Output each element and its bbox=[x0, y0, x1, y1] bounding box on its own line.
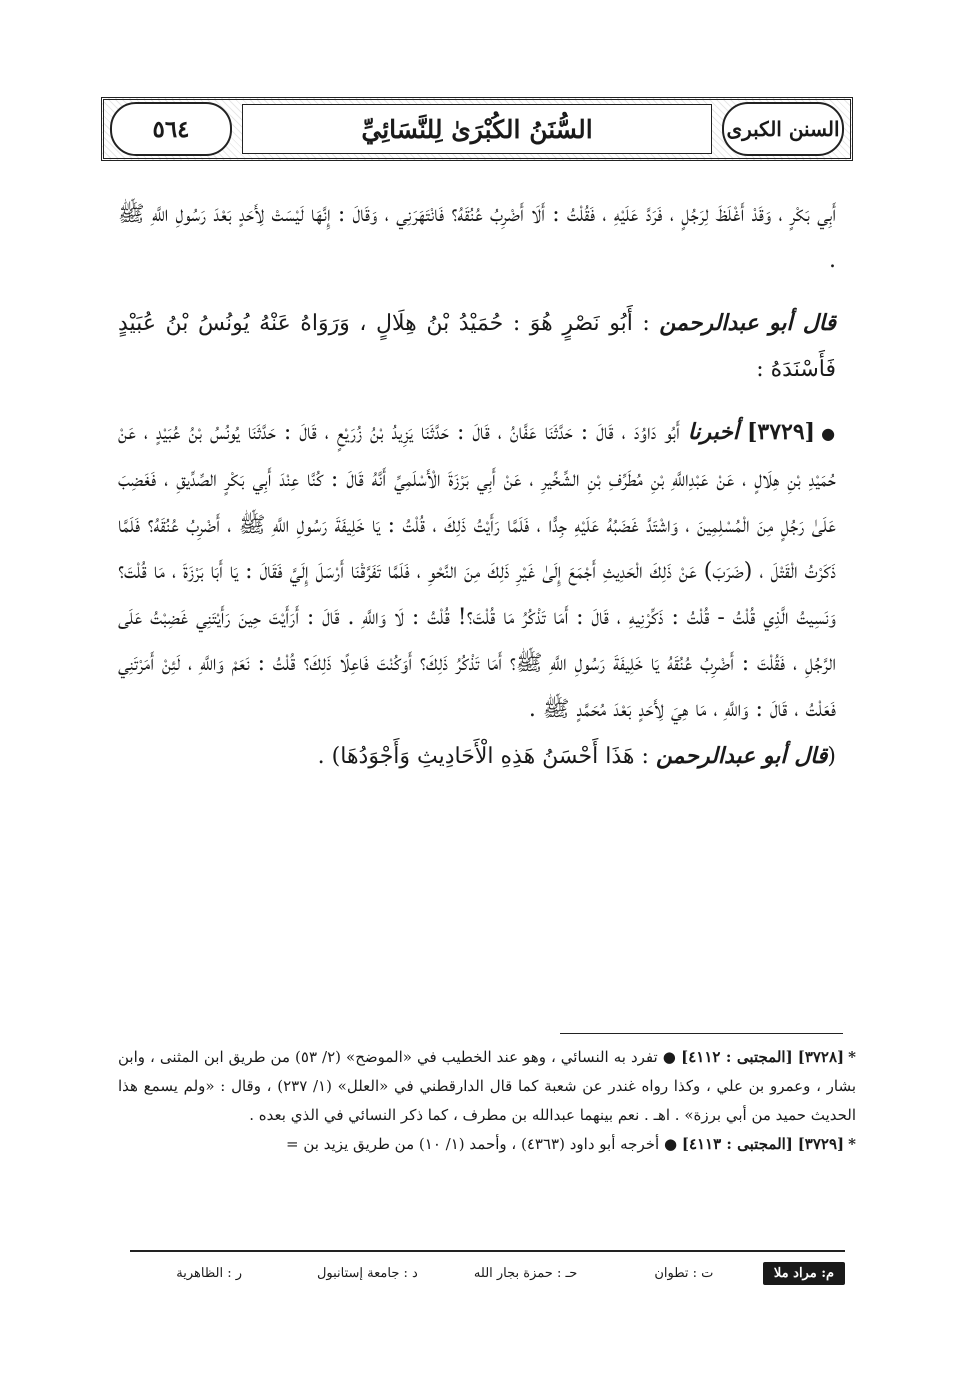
book-title: السُّنَنُ الكُبْرَىٰ لِلنَّسَائِيِّ bbox=[242, 104, 712, 154]
running-header bbox=[101, 97, 853, 161]
footnote-ref: [٣٧٢٨] bbox=[797, 1048, 845, 1066]
footer-divider bbox=[130, 1250, 845, 1252]
manuscript-t: ت : تطوان bbox=[654, 1265, 714, 1281]
footnote-text: أخرجه أبو داود (٤٣٦٣) ، وأحمد (١/ ١٠) من طريق يزيد بن = bbox=[286, 1135, 660, 1153]
manuscript-d: د : جامعة إستانبول bbox=[316, 1265, 418, 1281]
bullet-icon: ● bbox=[821, 424, 836, 443]
speaker-label: قال أبو عبدالرحمن bbox=[655, 743, 828, 769]
footnote bbox=[118, 1043, 856, 1130]
closing-paragraph bbox=[118, 733, 836, 780]
emblem-seal: السنن الكبرى bbox=[722, 102, 844, 156]
footnote bbox=[118, 1130, 856, 1159]
hadith-number: [٣٧٢٩] bbox=[746, 419, 816, 445]
footnote-divider bbox=[560, 1033, 843, 1034]
line-2: وَقَالَ : إِنَّهَا لَيْسَتْ لِأَحَدٍ بَعْدَ رَسُولِ اللَّهِ ﷺ . bbox=[118, 202, 836, 273]
mujtaba-ref: [المجتبى : ٤١١٢] bbox=[681, 1048, 793, 1066]
mujtaba-ref: [المجتبى : ٤١١٣] bbox=[681, 1135, 793, 1153]
hadith-text: أَبُو دَاوُدَ ، قَالَ : حَدَّثَنَا عَفَّانُ ، قَالَ : حَدَّثَنَا يَزِيدُ بْنُ زُرَيْعٍ ، قَالَ : حَدَّثَنَا يُونُسُ بْنُ عُبَيْدٍ ، عَنْ حُمَيْدِ بْنِ هِلَالٍ ، عَنْ عَبْدِاللَّهِ بْنِ مُطَرِّفِ بْنِ الشِّخِّيرِ ، عَنْ أَبِي بَرْزَةَ الْأَسْلَمِيِّ أَنَّهُ قَالَ : كُنَّا عِنْدَ أَبِي بَكْرٍ الصِّدِّيقِ ، فَغَضِبَ عَلَىٰ رَجُلٍ مِنَ الْمُسْلِمِينَ ، وَاشْتَدَّ غَضَبُهُ عَلَيْهِ جِدًّا ، فَلَمَّا رَأَيْتُ ذَلِكَ ، قُلْتُ : يَا خَلِيفَةَ رَسُولِ اللَّهِ ﷺ ، أَضْرِبُ عُنُقَهُ؟ فَلَمَّا ذَكَرْتُ الْقَتْلَ ، (ضَرَبَ) عَنْ ذَلِكَ الْحَدِيثِ أَجْمَعَ إِلَىٰ غَيْرِ ذَلِكَ مِنَ النَّحْوِ ، فَلَمَّا تَفَرَّقْنَا أَرْسَلَ إِلَيَّ فَقَالَ : يَا أَبَا بَرْزَةَ ، مَا قُلْتَ؟ وَنَسِيتُ الَّذِي قُلْتُ - قُلْتُ : ذَكِّرْنِيهِ ، قَالَ : أَمَا تَذْكُرُ مَا قُلْتَ؟! قُلْتُ : لَا وَاللَّهِ . قَالَ : أَرَأَيْتَ حِينَ رَأَيْتَنِي غَضِبْتُ عَلَى الرَّجُلِ ، فَقُلْتَ : أَضْرِبُ عُنُقَهُ يَا خَلِيفَةَ رَسُولِ اللَّهِ ﷺ؟ أَمَا تَذْكُرُ ذَلِكَ؟ أَوَكُنْتَ فَاعِلًا ذَلِكَ؟ قُلْتُ : نَعَمْ وَاللَّهِ ، لَئِنْ أَمَرْتَنِي فَعَلْتُ ، قَالَ : وَاللَّهِ ، مَا هِيَ لِأَحَدٍ بَعْدَ مُحَمَّدٍ ﷺ . bbox=[118, 420, 836, 722]
footnotes bbox=[118, 1043, 856, 1159]
closing-text: : هَذَا أَحْسَنُ هَذِهِ الْأَحَادِيثِ وَأَجْوَدُهَا) . bbox=[317, 744, 649, 769]
text-line bbox=[118, 192, 836, 284]
akhbarana-label: أخبرنا bbox=[687, 419, 740, 445]
line-1: أَبِي بَكْرٍ ، وَقَدْ أَغْلَظَ لِرَجُلٍ ، فَرَدَّ عَلَيْهِ ، فَقُلْتُ : أَلَا أَضْرِبُ عُنُقَهُ؟ فَانْتَهَرَنِي ، bbox=[384, 202, 836, 227]
asterisk-icon: * bbox=[848, 1048, 857, 1066]
page-number: ٥٦٤ bbox=[110, 102, 232, 156]
manuscript-h: حـ : حمزة بجار الله bbox=[473, 1265, 578, 1281]
commentary-text: : أَبُو نَصْرٍ هُوَ : حُمَيْدُ بْنُ هِلَالٍ ، وَرَوَاهُ عَنْهُ يُونُسُ بْنُ عُبَيْدٍ فَأَسْنَدَهُ : bbox=[118, 311, 836, 382]
manuscript-badge: م: مراد ملا bbox=[763, 1262, 845, 1285]
dot-icon: ● bbox=[662, 1048, 677, 1066]
speaker-label: قال أبو عبدالرحمن bbox=[659, 310, 836, 336]
asterisk-icon: * bbox=[848, 1135, 856, 1153]
commentary-paragraph bbox=[118, 300, 836, 393]
manuscript-r: ر : الظاهرية bbox=[176, 1265, 242, 1281]
main-text bbox=[118, 192, 836, 780]
dot-icon: ● bbox=[663, 1135, 678, 1153]
footnote-text: تفرد به النسائي ، وهو عند الخطيب في «الموضح» (٢/ ٥٣) من طريق ابن المثنى ، وابن بشار ، وعمرو بن علي ، وكذا رواه غندر عن شعبة كما قال الدارقطني في «العلل» (١/ ٢٣٧) ، وقال : «ولم يسمع هذا الحديث حميد من أبي برزة» . اهـ . نعم بينهما عبدالله بن مطرف ، كما ذكر النسائي في الذي بعده . bbox=[118, 1048, 856, 1124]
open-paren: ( bbox=[827, 744, 836, 769]
hadith-paragraph bbox=[118, 409, 836, 733]
manuscript-legend bbox=[130, 1258, 845, 1288]
footnote-ref: [٣٧٢٩] bbox=[797, 1135, 845, 1153]
